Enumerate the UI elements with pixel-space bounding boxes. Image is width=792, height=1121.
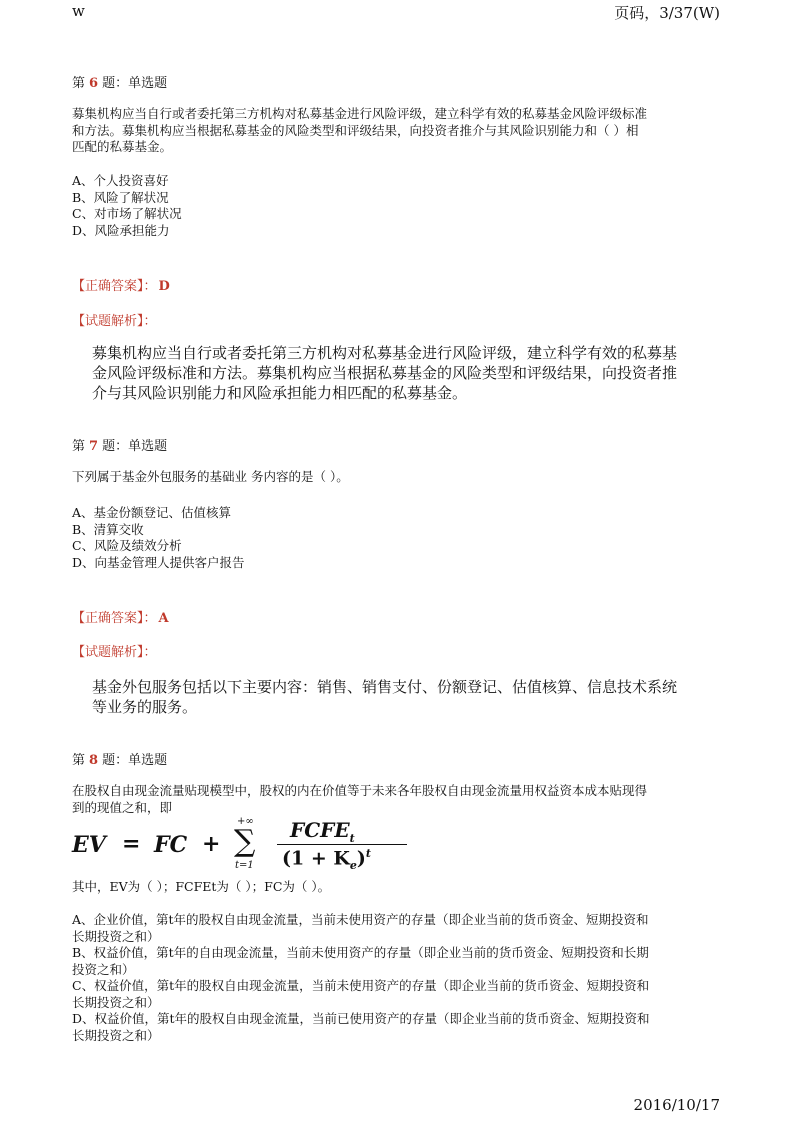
stem-line: 到的现值之和，即 [72, 799, 173, 815]
option-c-cont: 长期投资之和） [72, 994, 160, 1010]
formula-ke-sub: e [349, 859, 357, 873]
question-7-analysis-label: 【试题解析】： [72, 645, 157, 660]
question-type: 题：单选题 [102, 439, 168, 454]
question-type: 题：单选题 [102, 753, 168, 768]
analysis-line: 基金外包服务包括以下主要内容：销售、销售支付、份额登记、估值核算、信息技术系统 [92, 678, 678, 696]
question-number: 7 [89, 439, 99, 454]
formula-sum-lower: t=1 [235, 860, 254, 871]
question-6-stem [72, 106, 647, 156]
formula-sum-upper: +∞ [237, 816, 254, 827]
formula-denominator [282, 847, 371, 872]
question-number: 8 [89, 753, 99, 768]
question-type: 题：单选题 [102, 76, 168, 91]
stem-line: 匹配的私募基金。 [72, 139, 173, 154]
question-7-analysis [92, 677, 677, 717]
question-8-after-formula: 其中，EV为（ ）；FCFEt为（ ）；FC为（ ）。 [72, 879, 331, 894]
formula-numerator [290, 818, 355, 845]
question-6-analysis [92, 343, 677, 403]
question-6-analysis-label: 【试题解析】： [72, 314, 157, 329]
formula-plus: + [202, 831, 221, 857]
formula-sum-symbol: ∑ [234, 824, 256, 859]
formula-ev: EV [72, 832, 106, 858]
option-a: A、基金份额登记、估值核算 [72, 505, 232, 520]
formula-equals: = [122, 831, 141, 857]
formula-power: t [365, 847, 371, 860]
question-8-heading [72, 749, 167, 768]
question-7-heading [72, 435, 167, 454]
formula-fcfe: FCFE [290, 818, 350, 842]
option-a-cont: 长期投资之和） [72, 928, 160, 944]
option-d: D、向基金管理人提供客户报告 [72, 554, 245, 570]
footer-date: 2016/10/17 [633, 1096, 720, 1114]
option-a: A、企业价值，第t年的股权自由现金流量，当前未使用资产的存量（即企业当前的货币资金、短期投资和 [72, 912, 649, 927]
question-number: 6 [89, 76, 99, 91]
analysis-line: 金风险评级标准和方法。募集机构应当根据私募基金的风险类型和评级结果，向投资者推 [92, 364, 678, 382]
option-c: C、对市场了解状况 [72, 206, 182, 221]
question-7-answer [72, 607, 169, 626]
option-b-cont: 投资之和） [72, 961, 135, 977]
question-prefix: 第 [72, 753, 86, 768]
option-c: C、风险及绩效分析 [72, 538, 182, 553]
page-number: 页码，3/37(W) [614, 4, 720, 22]
answer-label: 【正确答案】： [72, 279, 157, 294]
question-6-answer [72, 275, 170, 294]
question-8-options [72, 912, 650, 1044]
option-c: C、权益价值，第t年的股权自由现金流量，当前未使用资产的存量（即企业当前的货币资金、短期投资和 [72, 978, 650, 993]
option-a: A、个人投资喜好 [72, 173, 169, 188]
question-8-stem [72, 783, 647, 816]
question-7-stem [72, 469, 349, 486]
option-b: B、风险了解状况 [72, 189, 169, 205]
stem-line: 和方法。募集机构应当根据私募基金的风险类型和评级结果，向投资者推介与其风险识别能力和（ ）相 [72, 122, 639, 138]
answer-label: 【正确答案】： [72, 611, 157, 626]
question-7-options [72, 505, 245, 571]
question-prefix: 第 [72, 76, 86, 91]
question-prefix: 第 [72, 439, 86, 454]
option-d: D、权益价值，第t年的股权自由现金流量，当前已使用资产的存量（即企业当前的货币资金、短期投资和 [72, 1011, 650, 1026]
stem-line: 在股权自由现金流量贴现模型中，股权的内在价值等于未来各年股权自由现金流量用权益资本成本贴现得 [72, 783, 648, 798]
option-b: B、权益价值，第t年的自由现金流量，当前未使用资产的存量（即企业当前的货币资金、短期投资和长期 [72, 945, 649, 960]
answer-value: A [158, 611, 169, 626]
option-d-cont: 长期投资之和） [72, 1027, 160, 1043]
formula-denominator-open: (1 + K [282, 847, 350, 870]
fcfe-formula [72, 818, 422, 874]
header-left: w [72, 2, 85, 20]
stem-line: 下列属于基金外包服务的基础业 务内容的是（ ）。 [72, 469, 349, 484]
analysis-line: 介与其风险识别能力和风险承担能力相匹配的私募基金。 [92, 384, 468, 402]
analysis-line: 等业务的服务。 [92, 698, 198, 716]
formula-denominator-close: ) [356, 847, 366, 870]
question-6-heading [72, 72, 167, 91]
formula-fc: FC [154, 832, 188, 858]
option-d: D、风险承担能力 [72, 222, 170, 238]
option-b: B、清算交收 [72, 521, 144, 537]
stem-line: 募集机构应当自行或者委托第三方机构对私募基金进行风险评级，建立科学有效的私募基金风险评级标准 [72, 106, 648, 121]
analysis-line: 募集机构应当自行或者委托第三方机构对私募基金进行风险评级，建立科学有效的私募基 [92, 344, 678, 362]
fraction-bar [277, 844, 407, 845]
question-6-options [72, 173, 182, 239]
formula-fcfe-sub: t [349, 832, 355, 845]
answer-value: D [158, 279, 170, 294]
